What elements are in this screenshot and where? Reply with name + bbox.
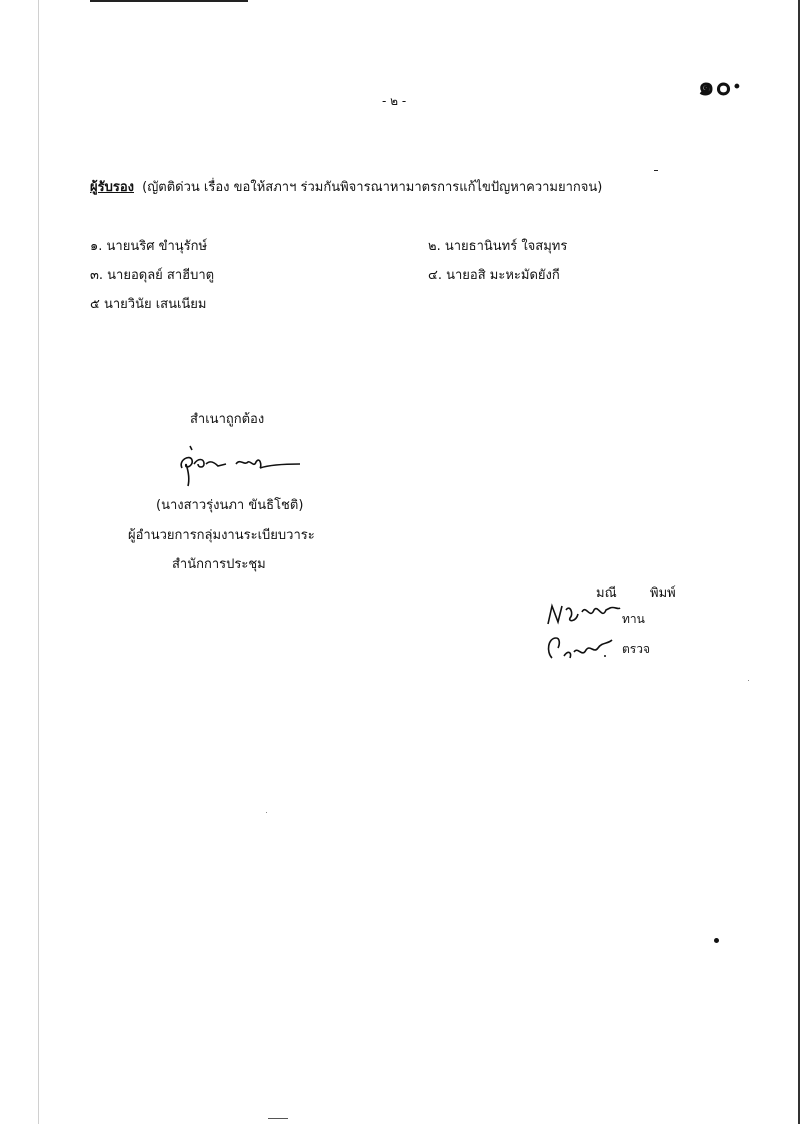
endorsers-heading bbox=[90, 176, 602, 197]
certifier-office: สำนักการประชุม bbox=[172, 557, 266, 572]
member-5: ๕ นายวินัย เสนเนียม bbox=[90, 297, 207, 312]
scan-speck bbox=[714, 938, 719, 943]
motion-text: (ญัตติด่วน เรื่อง ขอให้สภาฯ ร่วมกันพิจารณาหามาตรการแก้ไขปัญหาความยากจน) bbox=[142, 180, 603, 195]
typed-by-initials bbox=[544, 600, 626, 630]
scan-speck bbox=[266, 812, 267, 813]
certifier-name: (นางสาวรุ่งนภา ขันธิโชติ) bbox=[156, 498, 304, 513]
scan-speck bbox=[748, 680, 749, 681]
member-1: ๑. นายนริศ ขำนุรักษ์ bbox=[90, 239, 208, 254]
typist-role: พิมพ์ bbox=[650, 586, 676, 601]
member-2: ๒. นายธานินทร์ ใจสมุทร bbox=[428, 239, 568, 254]
scan-edge-left bbox=[38, 0, 39, 1124]
typist-name: มณี bbox=[596, 586, 617, 601]
checked-label: ตรวจ bbox=[622, 642, 651, 656]
scan-speck bbox=[654, 170, 658, 171]
certifier-position: ผู้อำนวยการกลุ่มงานระเบียบวาระ bbox=[128, 528, 315, 543]
member-4: ๔. นายอสิ มะหะมัดยังกี bbox=[428, 268, 560, 283]
typed-label: ทาน bbox=[622, 612, 645, 626]
certifier-signature bbox=[176, 440, 306, 488]
page-number: - ๒ - bbox=[382, 94, 407, 108]
checked-by-initials bbox=[542, 632, 622, 662]
endorsers-label: ผู้รับรอง bbox=[90, 180, 134, 195]
member-3: ๓. นายอดุลย์ สาฮีบาตู bbox=[90, 268, 215, 283]
scan-edge-bottom-mark bbox=[268, 1118, 288, 1119]
handwritten-page-number: ๑๐· bbox=[698, 72, 743, 102]
scan-edge-top bbox=[90, 0, 248, 2]
certify-title: สำเนาถูกต้อง bbox=[190, 412, 265, 427]
